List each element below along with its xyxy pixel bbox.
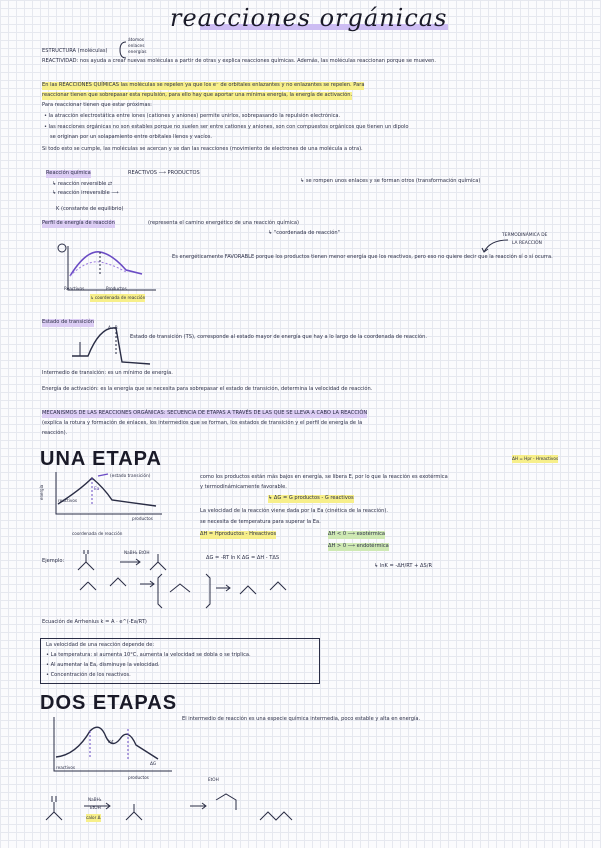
dos-etapas-reagent-2: EtOH [90,805,101,810]
dos-etapas-reactivos: reactivos [56,765,76,770]
intro-line-5: • las reacciones orgánicas no son estables porque no suelen ser entre cationes y aniones, son con compuestos orgánicos que tienen un dipolo [44,124,409,130]
termo-line-2: LA REACCIÓN [512,241,542,246]
reactividad-text: REACTIVIDAD: nos ayuda a crear nuevas moléculas a partir de otras y explica reacciones químicas. Además, las moléculas reaccionan porque se mueven. [42,58,436,64]
dos-etapas-reagent-1: NaBH₄ [88,797,102,802]
una-etapa-line-1: como los productos están más bajos en energía, se libera E, por lo que la reacción es exotérmica [200,474,448,480]
perfil-text: Es energéticamente FAVORABLE porque los productos tienen menor energía que los reactivos, pero eso no quiere decir que la reacción sí o sí ocurra. [172,254,553,260]
perfil-graph [56,240,166,302]
ejemplo-scheme [70,548,310,618]
perfil-eje: ↳ coordenada de reacción [90,295,146,300]
una-etapa-axis: coordenada de reacción [72,531,123,536]
intro-line-2: reaccionar tienen que sobrepasar esta repulsión, para ello hay que aportar una mínima energía, la energía de activación. [42,92,353,98]
reaccion-type-irreversible: ↳ reacción irreversible ⟶ [52,190,119,196]
page-title: reacciones orgánicas [170,4,448,32]
dos-etapas-scheme [40,780,330,840]
intro-line-1: En las REACCIONES QUÍMICAS las moléculas se repelen ya que los e⁻ de orbitales enlazantes y no enlazantes se repelen. Para [42,82,365,88]
una-etapa-energia: energía [39,484,44,500]
una-etapa-heading: UNA ETAPA [40,448,162,470]
intro-line-7: Si todo esto se cumple, las moléculas se acercan y se dan las reacciones (movimiento de electrones de una molécula a otra). [42,146,363,152]
dos-etapas-int: int [108,739,114,744]
reaccion-type-reversible: ↳ reacción reversible ⇄ [52,181,113,187]
una-etapa-productos: productos [132,516,153,521]
velocidad-line-2: • La temperatura: si aumenta 10°C, aumenta la velocidad se dobla o se triplica. [46,652,251,658]
reaccion-quimica-formula: REACTIVOS ⟶ PRODUCTOS [128,170,200,176]
estructura-label: ESTRUCTURA (moléculas) [42,48,108,54]
perfil-reactivos: Reactivos [64,286,85,291]
dh-negative: ΔH < 0 ⟶ exotérmica [328,531,386,537]
estructura-branch-2: enlaces [128,44,145,49]
mecanismos-line-3: reacción). [42,430,68,436]
dh-tag: ΔH = Hpr - Hreactivos [512,456,559,461]
estructura-branch-3: energías [128,50,147,55]
ejemplo-reagent: NaBH₄ EtOH [124,550,150,555]
dg-formulas: ΔG = -RT ln K ΔG = ΔH - TΔS [206,555,280,561]
equilibrio-constant: K (constante de equilibrio) [56,206,124,212]
perfil-label: Perfil de energía de reacción [42,220,115,226]
una-etapa-line-5: se necesita de temperatura para superar la Ea. [200,519,321,525]
ts-marker: A...B [108,325,118,330]
intro-line-6: se originan por un solapamiento entre orbitales llenos y vacíos. [50,134,213,140]
estructura-branch-1: átomos [128,38,145,43]
perfil-sub: ↳ "coordenada de reacción" [268,230,340,236]
dh-definition: ΔH = Hproductos - Hreactivos [200,531,277,537]
estado-transicion-text: Estado de transición (TS), corresponde al estado mayor de energía que hay a lo largo de la coordenada de reacción. [130,334,427,340]
velocidad-line-4: • Concentración de los reactivos. [46,672,131,678]
una-etapa-ea: Ea [94,487,100,492]
dos-etapas-dg: ΔG [150,761,157,766]
reaccion-quimica-note: ↳ se rompen unos enlaces y se forman otros (transformación química) [300,178,481,184]
intermedio-text: Intermedio de transición: es un mínimo de energía. [42,370,173,376]
estado-transicion-label: Estado de transición [42,319,95,325]
una-etapa-state: (estado transición) [110,474,151,479]
lnk-formula: ↳ lnK = -ΔH/RT + ΔS/R [374,563,433,569]
reaccion-quimica-label: Reacción química [46,170,91,176]
ejemplo-label: Ejemplo: [42,558,65,564]
intro-line-4: • la atracción electrostática entre iones (cationes y aniones) permite unirlos, sobrepasando la repulsión electrónica. [44,113,341,119]
una-etapa-line-3: ↳ ΔG = G productos - G reactivos [268,495,354,501]
perfil-productos: Productos [106,286,127,291]
activacion-text: Energía de activación: es la energía que se necesita para sobrepasar el estado de transición, determina la velocidad de reacción. [42,386,373,392]
dos-etapas-heading: DOS ETAPAS [40,692,178,714]
arrhenius: Ecuación de Arrhenius k = A · e^(-Ea/RT) [42,619,147,625]
termo-line-1: TERMODINÁMICA DE [502,233,548,238]
dos-etapas-productos: productos [128,775,149,780]
una-etapa-line-2: y termodinámicamente favorable. [200,484,287,490]
velocidad-line-3: • Al aumentar la Ea, disminuye la velocidad. [46,662,160,668]
velocidad-line-1: La velocidad de una reacción depende de: [46,642,155,648]
intro-line-3: Para reaccionar tienen que estar próximas: [42,102,152,108]
estructura-bracket [118,40,128,60]
mecanismos-line-2: (explica la rotura y formación de enlaces, los intermedios que se forman, los estados de transición y el perfil de energía de la [42,420,363,426]
una-etapa-reactivos: reactivos [58,498,78,503]
dos-etapas-etoh: EtOH [208,777,219,782]
dos-etapas-text: El intermedio de reacción es una especie química intermedia, poco estable y alta en energía. [182,716,421,722]
mecanismos-line-1: MECANISMOS DE LAS REACCIONES ORGÁNICAS: SECUENCIA DE ETAPAS A TRAVÉS DE LAS QUE SE LLEVA A CABO LA REACCIÓN [42,410,368,416]
una-etapa-line-4: La velocidad de la reacción viene dada por la Ea (cinética de la reacción). [200,508,388,514]
termo-arrow [480,238,510,254]
dh-positive: ΔH > 0 ⟶ endotérmica [328,543,389,549]
dos-etapas-calor: calor Δ [86,815,101,820]
perfil-desc: (representa el camino energético de una reacción química) [148,220,300,226]
